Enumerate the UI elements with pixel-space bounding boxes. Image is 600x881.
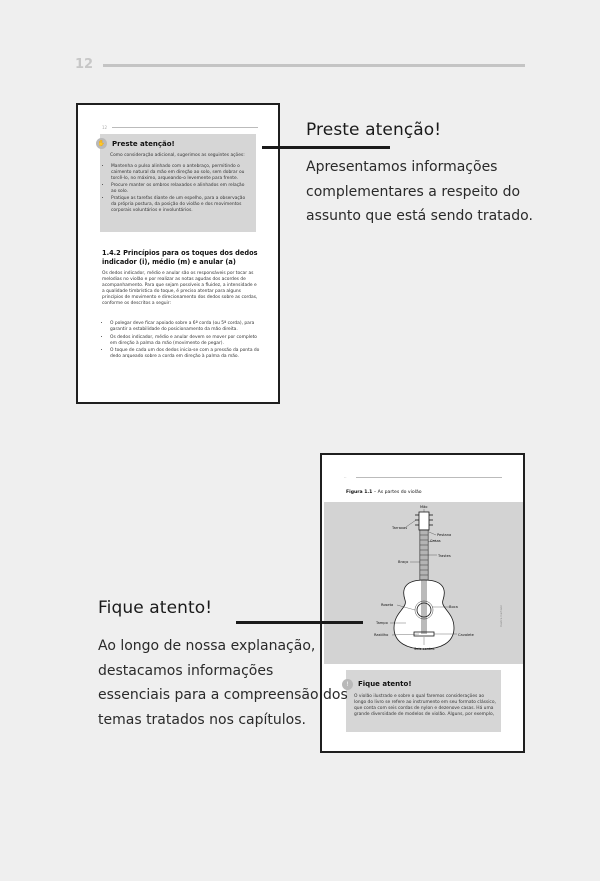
label-mao: Mão — [420, 505, 428, 509]
alert-leader-line — [236, 621, 363, 624]
label-braco: Braço — [398, 560, 409, 564]
guitar-head — [419, 512, 429, 530]
section-bullets — [102, 321, 264, 362]
label-tampo: Tampo — [376, 621, 388, 625]
alert-description: Ao longo de nossa explanação, destacamos informações essenciais para a compreensão dos temas tratados nos capítulos. — [98, 638, 348, 728]
figure-title: – As partes do violão — [372, 490, 422, 495]
preview-header-rule — [112, 127, 258, 128]
attention-box — [97, 134, 256, 232]
label-boca: Boca — [449, 605, 458, 609]
list-item: • O toque de cada um dos dedos inicia-se com a pressão da ponta do dedo arqueado sobre a corda em direção à palma da mão. — [110, 348, 264, 360]
list-item: • Procure manter os ombros relaxados e alinhados em relação ao solo. — [111, 183, 251, 195]
sound-hole — [417, 603, 431, 617]
label-roseta: Roseta — [381, 603, 394, 607]
page-number: 12 — [75, 57, 94, 72]
alert-box-title: Fique atento! — [358, 680, 412, 688]
preview-page-number-mark: ·· — [344, 475, 347, 480]
label-pestana: Pestana — [437, 533, 452, 537]
header-rule — [103, 64, 525, 67]
section-title: 1.4.2 Princípios para os toques dos dedos indicador (i), médio (m) e anular (a) — [102, 249, 258, 266]
label-casas: Casas — [430, 539, 441, 543]
label-cavalete: Cavalete — [458, 633, 474, 637]
alert-icon: ! — [342, 679, 353, 690]
label-rastilho: Rastilho — [374, 633, 389, 637]
section-paragraph: Os dedos indicador, médio e anular são os responsáveis por tocar as melodias no violão e por realizar as notas agudas dos acordes de acompanhamento. Para que sejam possíveis a fluidez, a intensidade e a qualidade timbrística do toque, é preciso atentar para alguns princípios de movimento e direcionamento dos dedos sobre as cordas, conforme os descritos a seguir: — [102, 271, 258, 306]
preview-page-number: 12 — [102, 125, 108, 130]
list-item: • Os dedos indicador, médio e anular devem se mover por completo em direção à palma da mão (movimento de pegar). — [110, 335, 264, 347]
alert-box — [346, 670, 501, 732]
attention-leader-line — [262, 146, 390, 149]
attention-description: Apresentamos informações complementares a respeito do assunto que está sendo tratado. — [306, 159, 533, 224]
guitar-illustration — [324, 502, 523, 664]
attention-box-title: Preste atenção! — [112, 140, 175, 148]
attention-box-intro: Como consideração adicional, sugerimos as seguintes ações: — [110, 153, 245, 158]
guitar-figure — [324, 502, 523, 664]
attention-box-list — [104, 164, 251, 215]
list-item: • O polegar deve ficar apoiado sobre a 6ª corda (ou 5ª corda), para garantir a estabilidade do posicionamento da mão direita. — [110, 321, 264, 333]
label-trastes: Trastes — [438, 554, 451, 558]
alert-title: Fique atento! — [98, 598, 213, 618]
alert-box-text: O violão ilustrado e sobre o qual faremos considerações ao longo do livro se refere ao instrumento em seu formato clássico, que conta com seis cordas de nylon e dezenove casas. Há uma grande diversidade de modelos de violão. Alguns, por exemplo, — [354, 694, 496, 717]
figure-credit: Ilustra Cartoon — [499, 604, 503, 627]
list-item: • Mantenha o pulso alinhado com o antebraço, permitindo o caimento natural da mão em direção ao solo, sem dobrar ou torcê-lo, no máximo, arqueando-o levemente para frente. — [111, 164, 251, 182]
page-preview-attention — [76, 103, 280, 404]
label-tarraxas: Tarraxas — [392, 526, 408, 530]
figure-label: Figura 1.1 — [346, 490, 373, 495]
label-seis-cordas: Seis cordas — [414, 647, 435, 651]
hand-icon: ✋ — [97, 140, 106, 147]
list-item: • Pratique as tarefas diante de um espelho, para a observação da própria postura, da posição do violão e dos movimentos corporais voluntários e involuntários. — [111, 196, 251, 214]
figure-caption — [346, 490, 422, 495]
attention-title: Preste atenção! — [306, 120, 442, 140]
preview-header-rule — [356, 477, 502, 478]
page-preview-figure — [320, 453, 525, 753]
